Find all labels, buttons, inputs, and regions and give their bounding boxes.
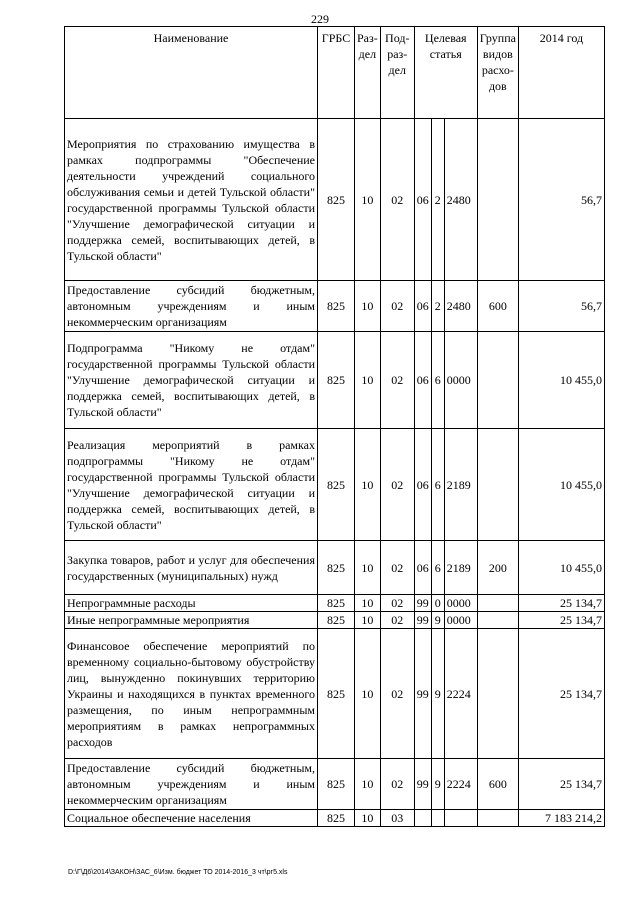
header-target-article: Целевая статья xyxy=(414,27,477,119)
table-row xyxy=(65,541,605,595)
row-name: Предоставление субсидий бюджетным, автономным учреждениям и иным некоммерческим организациям xyxy=(65,281,318,332)
row-podrazdel: 02 xyxy=(380,119,414,281)
row-podrazdel: 02 xyxy=(380,429,414,541)
row-target-subprogram xyxy=(431,810,444,827)
row-target-direction: 2480 xyxy=(444,119,477,281)
row-target-program xyxy=(414,810,431,827)
row-name: Финансовое обеспечение мероприятий по временному социально-бытовому обустройству лиц, вынужденно покинувших территорию Украины и находящихся в пунктах временного размещения, по иным непрограммным мероприятиям в рамках непрограммных расходов xyxy=(65,629,318,759)
row-target-program: 06 xyxy=(414,119,431,281)
file-path-footer: D:\Г\Д6\2014\ЗАКОН\ЗАС_6\Изм. бюджет ТО 2014-2016_3 чт\рг5.xls xyxy=(68,869,288,876)
row-razdel: 10 xyxy=(355,119,381,281)
row-grbs: 825 xyxy=(318,332,355,429)
row-razdel: 10 xyxy=(355,629,381,759)
header-grbs: ГРБС xyxy=(318,27,355,119)
table-row xyxy=(65,759,605,810)
row-name: Реализация мероприятий в рамках подпрограммы "Никому не отдам" государственной программы Тульской области "Улучшение демографической ситуации и поддержка семей, воспитывающих детей, в Тульской области" xyxy=(65,429,318,541)
row-razdel: 10 xyxy=(355,759,381,810)
row-razdel: 10 xyxy=(355,612,381,629)
row-target-program: 99 xyxy=(414,629,431,759)
row-podrazdel: 02 xyxy=(380,541,414,595)
row-podrazdel: 02 xyxy=(380,612,414,629)
row-amount: 56,7 xyxy=(518,119,604,281)
row-target-program: 06 xyxy=(414,429,431,541)
row-podrazdel: 03 xyxy=(380,810,414,827)
row-podrazdel: 02 xyxy=(380,281,414,332)
row-amount: 10 455,0 xyxy=(518,541,604,595)
header-podrazdel: Под- раз- дел xyxy=(380,27,414,119)
row-razdel: 10 xyxy=(355,281,381,332)
row-target-direction: 2224 xyxy=(444,629,477,759)
row-grbs: 825 xyxy=(318,759,355,810)
row-expense-group xyxy=(477,332,518,429)
row-grbs: 825 xyxy=(318,629,355,759)
row-target-subprogram: 6 xyxy=(431,541,444,595)
row-amount: 10 455,0 xyxy=(518,332,604,429)
table-row xyxy=(65,629,605,759)
table-row xyxy=(65,595,605,612)
row-expense-group xyxy=(477,810,518,827)
row-expense-group: 200 xyxy=(477,541,518,595)
row-target-direction: 2480 xyxy=(444,281,477,332)
row-name: Иные непрограммные мероприятия xyxy=(65,612,318,629)
row-target-subprogram: 6 xyxy=(431,332,444,429)
row-target-subprogram: 6 xyxy=(431,429,444,541)
row-name: Предоставление субсидий бюджетным, автономным учреждениям и иным некоммерческим организациям xyxy=(65,759,318,810)
table-row xyxy=(65,332,605,429)
row-target-direction: 0000 xyxy=(444,595,477,612)
row-expense-group xyxy=(477,629,518,759)
row-target-subprogram: 0 xyxy=(431,595,444,612)
row-target-direction: 0000 xyxy=(444,332,477,429)
row-target-program: 99 xyxy=(414,595,431,612)
table-row xyxy=(65,281,605,332)
row-name: Социальное обеспечение населения xyxy=(65,810,318,827)
table-row xyxy=(65,810,605,827)
row-expense-group xyxy=(477,119,518,281)
budget-table xyxy=(64,26,605,827)
row-name: Мероприятия по страхованию имущества в рамках подпрограммы "Обеспечение деятельности учреждений социального обслуживания семьи и детей Тульской области" государственной программы Тульской области "Улучшение демографической ситуации и поддержка семей, воспитывающих детей, в Тульской области" xyxy=(65,119,318,281)
row-grbs: 825 xyxy=(318,429,355,541)
row-name: Подпрограмма "Никому не отдам" государственной программы Тульской области "Улучшение демографической ситуации и поддержка семей, воспитывающих детей, в Тульской области" xyxy=(65,332,318,429)
row-target-program: 99 xyxy=(414,759,431,810)
row-target-subprogram: 9 xyxy=(431,629,444,759)
row-grbs: 825 xyxy=(318,612,355,629)
row-amount: 25 134,7 xyxy=(518,629,604,759)
table-row xyxy=(65,612,605,629)
header-razdel: Раз- дел xyxy=(355,27,381,119)
row-target-subprogram: 2 xyxy=(431,119,444,281)
row-grbs: 825 xyxy=(318,810,355,827)
row-expense-group xyxy=(477,612,518,629)
row-podrazdel: 02 xyxy=(380,629,414,759)
row-expense-group: 600 xyxy=(477,281,518,332)
row-razdel: 10 xyxy=(355,595,381,612)
row-target-program: 06 xyxy=(414,541,431,595)
row-podrazdel: 02 xyxy=(380,759,414,810)
row-razdel: 10 xyxy=(355,332,381,429)
row-target-subprogram: 2 xyxy=(431,281,444,332)
row-target-subprogram: 9 xyxy=(431,759,444,810)
row-target-direction xyxy=(444,810,477,827)
page-number: 229 xyxy=(311,12,329,26)
row-name: Непрограммные расходы xyxy=(65,595,318,612)
row-grbs: 825 xyxy=(318,595,355,612)
row-amount: 25 134,7 xyxy=(518,595,604,612)
row-amount: 25 134,7 xyxy=(518,759,604,810)
header-row xyxy=(65,27,605,119)
row-expense-group xyxy=(477,429,518,541)
row-amount: 10 455,0 xyxy=(518,429,604,541)
row-podrazdel: 02 xyxy=(380,595,414,612)
header-name: Наименование xyxy=(65,27,318,119)
row-expense-group: 600 xyxy=(477,759,518,810)
row-target-direction: 2189 xyxy=(444,541,477,595)
row-target-direction: 0000 xyxy=(444,612,477,629)
row-podrazdel: 02 xyxy=(380,332,414,429)
row-grbs: 825 xyxy=(318,119,355,281)
table-row xyxy=(65,429,605,541)
header-year-2014: 2014 год xyxy=(518,27,604,119)
row-razdel: 10 xyxy=(355,810,381,827)
table-row xyxy=(65,119,605,281)
row-target-program: 06 xyxy=(414,281,431,332)
row-amount: 7 183 214,2 xyxy=(518,810,604,827)
row-amount: 25 134,7 xyxy=(518,612,604,629)
row-target-direction: 2189 xyxy=(444,429,477,541)
header-expense-group: Группа видов расхо- дов xyxy=(477,27,518,119)
row-grbs: 825 xyxy=(318,281,355,332)
row-target-program: 06 xyxy=(414,332,431,429)
row-amount: 56,7 xyxy=(518,281,604,332)
row-name: Закупка товаров, работ и услуг для обеспечения государственных (муниципальных) нужд xyxy=(65,541,318,595)
row-razdel: 10 xyxy=(355,429,381,541)
row-expense-group xyxy=(477,595,518,612)
row-target-direction: 2224 xyxy=(444,759,477,810)
row-grbs: 825 xyxy=(318,541,355,595)
row-target-subprogram: 9 xyxy=(431,612,444,629)
row-razdel: 10 xyxy=(355,541,381,595)
row-target-program: 99 xyxy=(414,612,431,629)
